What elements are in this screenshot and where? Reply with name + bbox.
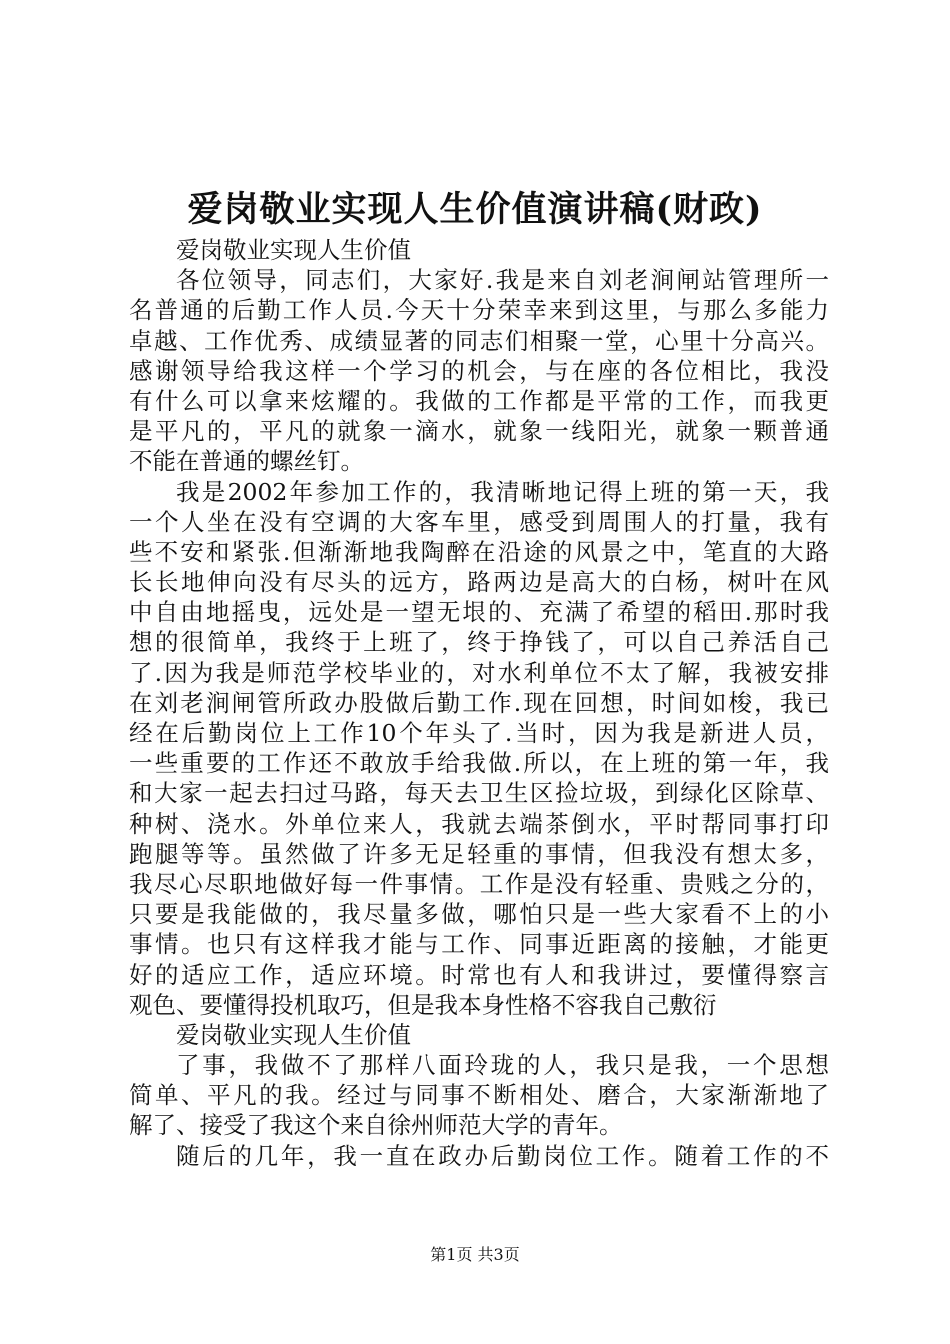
text-line: 有什么可以拿来炫耀的。我做的工作都是平常的工作，而我更 bbox=[129, 386, 829, 415]
text-line: 一些重要的工作还不敢放手给我做.所以，在上班的第一年，我 bbox=[129, 749, 829, 778]
text-line: 我是2002年参加工作的，我清晰地记得上班的第一天，我 bbox=[176, 477, 829, 506]
document-title: 爱岗敬业实现人生价值演讲稿(财政) bbox=[187, 189, 763, 230]
text-line: 爱岗敬业实现人生价值 bbox=[176, 236, 411, 264]
text-line: 一个人坐在没有空调的大客车里，感受到周围人的打量，我有 bbox=[129, 507, 829, 536]
text-line: 和大家一起去扫过马路，每天去卫生区捡垃圾，到绿化区除草、 bbox=[129, 779, 829, 808]
text-line: 好的适应工作，适应环境。时常也有人和我讲过，要懂得察言 bbox=[129, 960, 829, 989]
text-line: 观色、要懂得投机取巧，但是我本身性格不容我自己敷衍 bbox=[129, 990, 717, 1019]
text-line: 是平凡的，平凡的就象一滴水，就象一线阳光，就象一颗普通 bbox=[129, 417, 829, 446]
text-line: 在刘老涧闸管所政办股做后勤工作.现在回想，时间如梭，我已 bbox=[129, 688, 829, 717]
text-line: 种树、浇水。外单位来人，我就去端茶倒水，平时帮同事打印 bbox=[129, 809, 829, 838]
text-line: 不能在普通的螺丝钉。 bbox=[129, 447, 364, 476]
page-number: 第1页 共3页 bbox=[430, 1245, 520, 1264]
text-line: 中自由地摇曳，远处是一望无垠的、充满了希望的稻田.那时我 bbox=[129, 598, 829, 627]
text-line: 想的很简单，我终于上班了，终于挣钱了，可以自己养活自己 bbox=[129, 628, 829, 657]
text-line: 简单、平凡的我。经过与同事不断相处、磨合，大家渐渐地了 bbox=[129, 1081, 829, 1110]
text-line: 了.因为我是师范学校毕业的，对水利单位不太了解，我被安排 bbox=[129, 658, 829, 687]
document-body bbox=[129, 235, 829, 1171]
text-line: 卓越、工作优秀、成绩显著的同志们相聚一堂，心里十分高兴。 bbox=[129, 326, 829, 355]
text-line: 事情。也只有这样我才能与工作、同事近距离的接触，才能更 bbox=[129, 930, 829, 959]
text-line: 我尽心尽职地做好每一件事情。工作是没有轻重、贵贱之分的， bbox=[129, 869, 829, 898]
text-line: 只要是我能做的，我尽量多做，哪怕只是一些大家看不上的小 bbox=[129, 900, 829, 929]
text-line: 解了、接受了我这个来自徐州师范大学的青年。 bbox=[129, 1111, 623, 1140]
text-line: 感谢领导给我这样一个学习的机会，与在座的各位相比，我没 bbox=[129, 356, 829, 385]
text-line: 名普通的后勤工作人员.今天十分荣幸来到这里，与那么多能力 bbox=[129, 296, 829, 325]
text-line: 各位领导，同志们，大家好.我是来自刘老涧闸站管理所一 bbox=[176, 266, 829, 295]
text-line: 长长地伸向没有尽头的远方，路两边是高大的白杨，树叶在风 bbox=[129, 568, 829, 597]
text-line: 了事，我做不了那样八面玲珑的人，我只是我，一个思想 bbox=[176, 1051, 829, 1080]
text-line: 经在后勤岗位上工作10个年头了.当时，因为我是新进人员， bbox=[129, 719, 829, 747]
text-line: 随后的几年，我一直在政办后勤岗位工作。随着工作的不 bbox=[176, 1141, 829, 1170]
text-line: 些不安和紧张.但渐渐地我陶醉在沿途的风景之中，笔直的大路 bbox=[129, 537, 829, 566]
text-line: 跑腿等等。虽然做了许多无足轻重的事情，但我没有想太多， bbox=[129, 839, 829, 868]
text-line: 爱岗敬业实现人生价值 bbox=[176, 1020, 411, 1049]
